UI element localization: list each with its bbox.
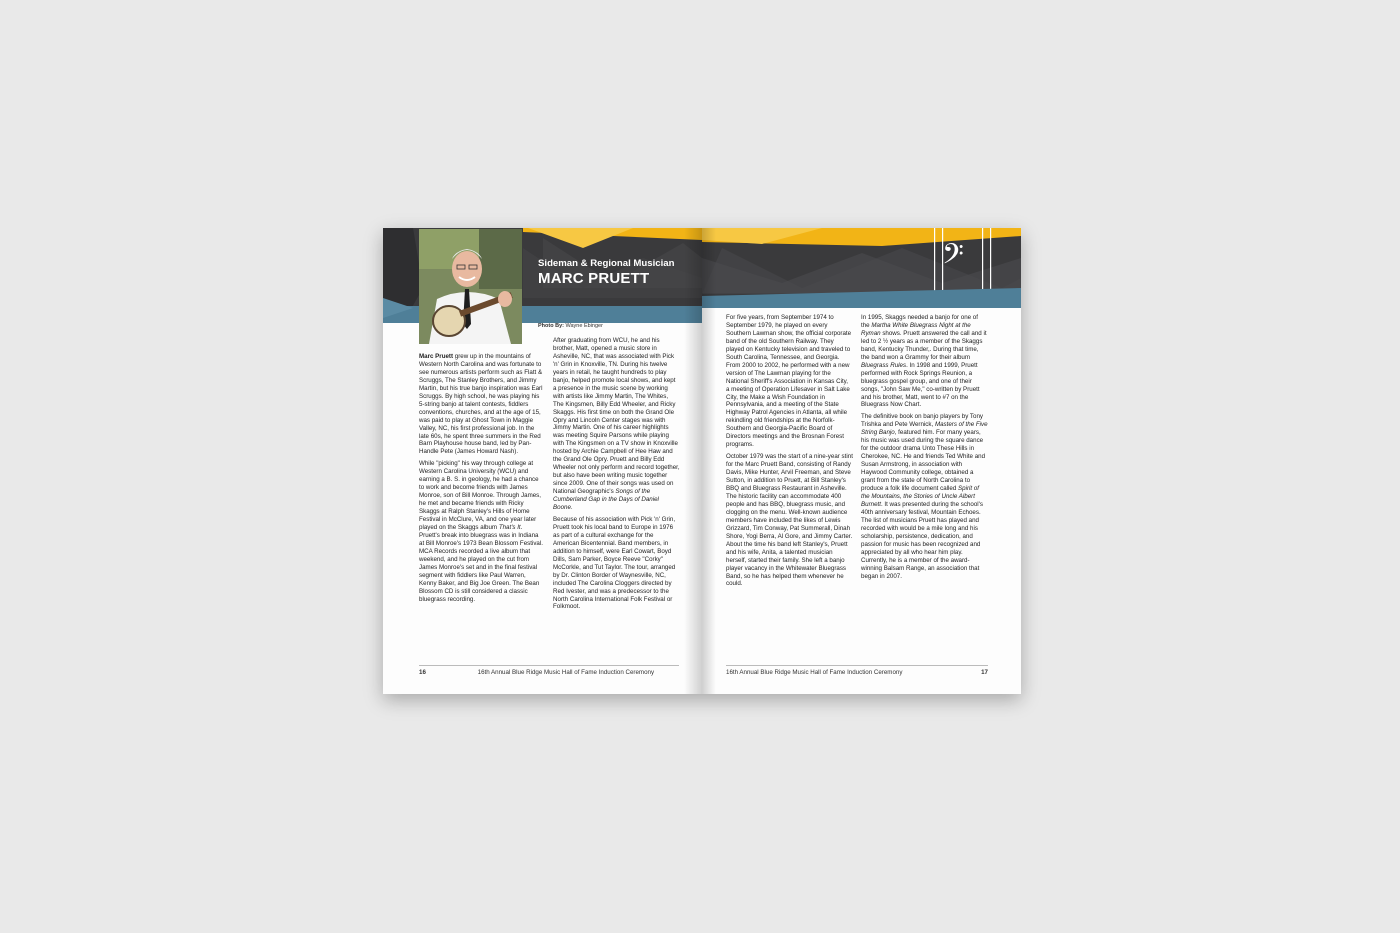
paragraph-text: . It was presented during the school's 40th anniversary festival, Mountain Echoes. The list of musicians Pruett has played and recorded with would be a mile long and his scholarship, persistence, dedication, and passion for music has been recognized and appreciated by all who hear him play. Currently, he is a member of the award-winning Balsam Range, an association that began in 2007. (861, 500, 983, 580)
left-footer (419, 665, 679, 679)
footer-text: 16th Annual Blue Ridge Music Hall of Fame Induction Ceremony (726, 669, 903, 676)
paragraph (553, 337, 680, 512)
paragraph-text: shows. Pruett answered the call and it led to 2 ½ years as a member of the Skaggs band, Kentucky Thunder,. During that time, the band won a Grammy for their album (861, 329, 987, 361)
album-title: That's It (498, 524, 521, 532)
page-number: 17 (981, 669, 988, 676)
paragraph-text: , featured him. For many years, his music was used during the square dance for the outdoor drama Unto These Hills in Cherokee, NC. He and friends Ted White and Susan Armstrong, in association with Haywood Community college, obtained a grant from the state of North Carolina to produce a folk life document called (861, 429, 986, 493)
right-page (702, 228, 1021, 694)
right-column-1 (726, 314, 853, 592)
magazine-spread (383, 228, 1021, 694)
paragraph-text: grew up in the mountains of Western North Carolina and was fortunate to see numerous artists perform such as Flatt & Scruggs, The Stanley Brothers, and Jimmy Martin, but his true banjo inspiration was Earl Scruggs. By high school, he was playing his 5-string banjo at talent contests, fiddlers conventions, churches, and at the age of 15, was paid to play at Ghost Town in Maggie Valley, NC, his first professional job. In the late 60s, he spent three summers in the Red Barn Playhouse house band, led by Pan-Handle Pete (James Howard Nash). (419, 353, 543, 456)
paragraph-text: After graduating from WCU, he and his brother, Matt, opened a music store in Asheville, NC, that was associated with Pick 'n' Grin in Knoxville, TN. During his twelve years in retail, he taught hundreds to play banjo, helped promote local shows, and kept a presence in the music scene by working with artists like Jimmy Martin, The Whites, The Kingsmen, Billy Edd Wheeler, and Ricky Skaggs. His first time on both the Grand Ole Opry and Lincoln Center stages was with Jimmy Martin. One of his career highlights was meeting Squire Parsons while playing with The Kingsmen on a TV show in Knoxville hosted by Archie Campbell of Hee Haw and the Grand Ole Opry. Pruett and Billy Edd Wheeler not only perform and record together, but also have been writing music together since 2009. One of their songs was used on National Geographic's (553, 337, 680, 496)
paragraph: Because of his association with Pick 'n' Grin, Pruett took his local band to Europe in 1976 as part of a cultural exchange for the American Bicentennial. Band members, in addition to himself, were Earl Cowart, Boyd Dills, Sam Parker, Boyce Reeve "Corky" McCorkle, and Tut Taylor. The tour, arranged by Dr. Clinton Border of Waynesville, NC, included The Carolina Cloggers directed by Red Ivester, and was a predecessor to the North Carolina International Folk Festival or Folkmoot. (553, 515, 676, 611)
left-column-1 (419, 353, 544, 608)
photo-credit (538, 323, 603, 329)
paragraph (861, 413, 988, 580)
subject-name: Marc Pruett (419, 353, 454, 360)
article-subtitle: Sideman & Regional Musician (538, 258, 675, 269)
right-footer (726, 665, 988, 679)
paragraph-text: In 1995, Skaggs needed a banjo for one of the (861, 314, 978, 329)
paragraph-text: The definitive book on banjo players by Tony Trishka and Pete Wernick, (861, 413, 983, 429)
paragraph-text: . Pruett's break into bluegrass was in Indiana at Bill Monroe's 1973 Bean Blossom Festival. MCA Records recorded a live album that weekend, and he played on the cut from James Monroe's set and in the final festival segment with fiddlers like Paul Warren, Kenny Baker, and Big Joe Green. The Bean Blossom CD is still considered a classic bluegrass recording. (419, 524, 543, 603)
paragraph-text: While "picking" his way through college at Western Carolina University (WCU) and earning a B. S. in geology, he had a chance to work and become friends with James Monroe, son of Bill Monroe. Through James, he met and became friends with Ricky Skaggs at Ralph Stanley's Hills of Home Festival in McClure, VA, and one year later played on the Skaggs album (419, 460, 541, 532)
paragraph (419, 353, 544, 456)
photo-credit-name: Wayne Ebinger (565, 323, 603, 329)
work-title: Songs of the Cumberland Gap in the Days of Daniel Boone (553, 488, 659, 512)
paragraph-text: . In 1998 and 1999, Pruett performed with Rock Springs Reunion, a bluegrass gospel group, and one of their songs, "John Saw Me," co-written by Pruett and his brother, Matt, went to #7 on the Bluegrass Now Chart. (861, 361, 980, 409)
marc-pruett-photo (419, 229, 522, 344)
paragraph (419, 460, 544, 603)
paragraph: For five years, from September 1974 to September 1979, he played on every Southern Lawman show, the official corporate band of the old Southern Railway. They played on Kentucky television and traveled to South Carolina, Tennessee, and Georgia. From 2000 to 2002, he performed with a new version of The Lawman playing for the National Sheriff's Association in Kansas City, a meeting of Operation Lifesaver in Salt Lake City, the Make a Wish Foundation in Pennsylvania, and a meeting of the State Highway Patrol Agencies in Atlanta, all while rekindling old friendships at the Norfolk-Southern and Georgia-Pacific Board of Directors meetings and the Brosnan Forest programs. (726, 314, 852, 449)
book-title: Masters of the Five String Banjo (861, 421, 988, 437)
left-column-2 (553, 337, 680, 615)
page-number: 16 (419, 669, 426, 676)
paragraph (861, 314, 988, 409)
show-title: Martha White Bluegrass Night at the Ryman (861, 321, 971, 337)
article-title: MARC PRUETT (538, 270, 650, 287)
bass-clef-icon: 𝄢 (942, 238, 964, 278)
album-title: Bluegrass Rules (861, 361, 907, 369)
photo-credit-label: Photo By: (538, 323, 564, 329)
right-column-2 (861, 314, 988, 584)
document-title: Spirit of the Mountains, the Stories of Uncle Albert Burnett (861, 485, 979, 508)
footer-text: 16th Annual Blue Ridge Music Hall of Fame Induction Ceremony (477, 669, 655, 676)
paragraph: October 1979 was the start of a nine-year stint for the Marc Pruett Band, consisting of Randy Davis, Mike Hunter, Arvil Freeman, and Steve Sutton, in addition to Pruett, at Bill Stanley's BBQ and Bluegrass Restaurant in Asheville. The historic facility can accommodate 400 people and has BBQ, bluegrass music, and clogging on the menu. Well-known audience members have included the likes of Lewis Grizzard, Tim Conway, Pat Summerall, Dinah Shore, Yogi Berra, Al Gore, and Jimmy Carter. About the time his band left Stanley's, Pruett and his wife, Anita, a talented musician herself, started their family. She left a banjo player vacancy in the Whitewater Bluegrass Band, so he has helped them whenever he could. (726, 453, 853, 588)
paragraph-text: . (570, 504, 573, 512)
left-page (383, 228, 702, 694)
